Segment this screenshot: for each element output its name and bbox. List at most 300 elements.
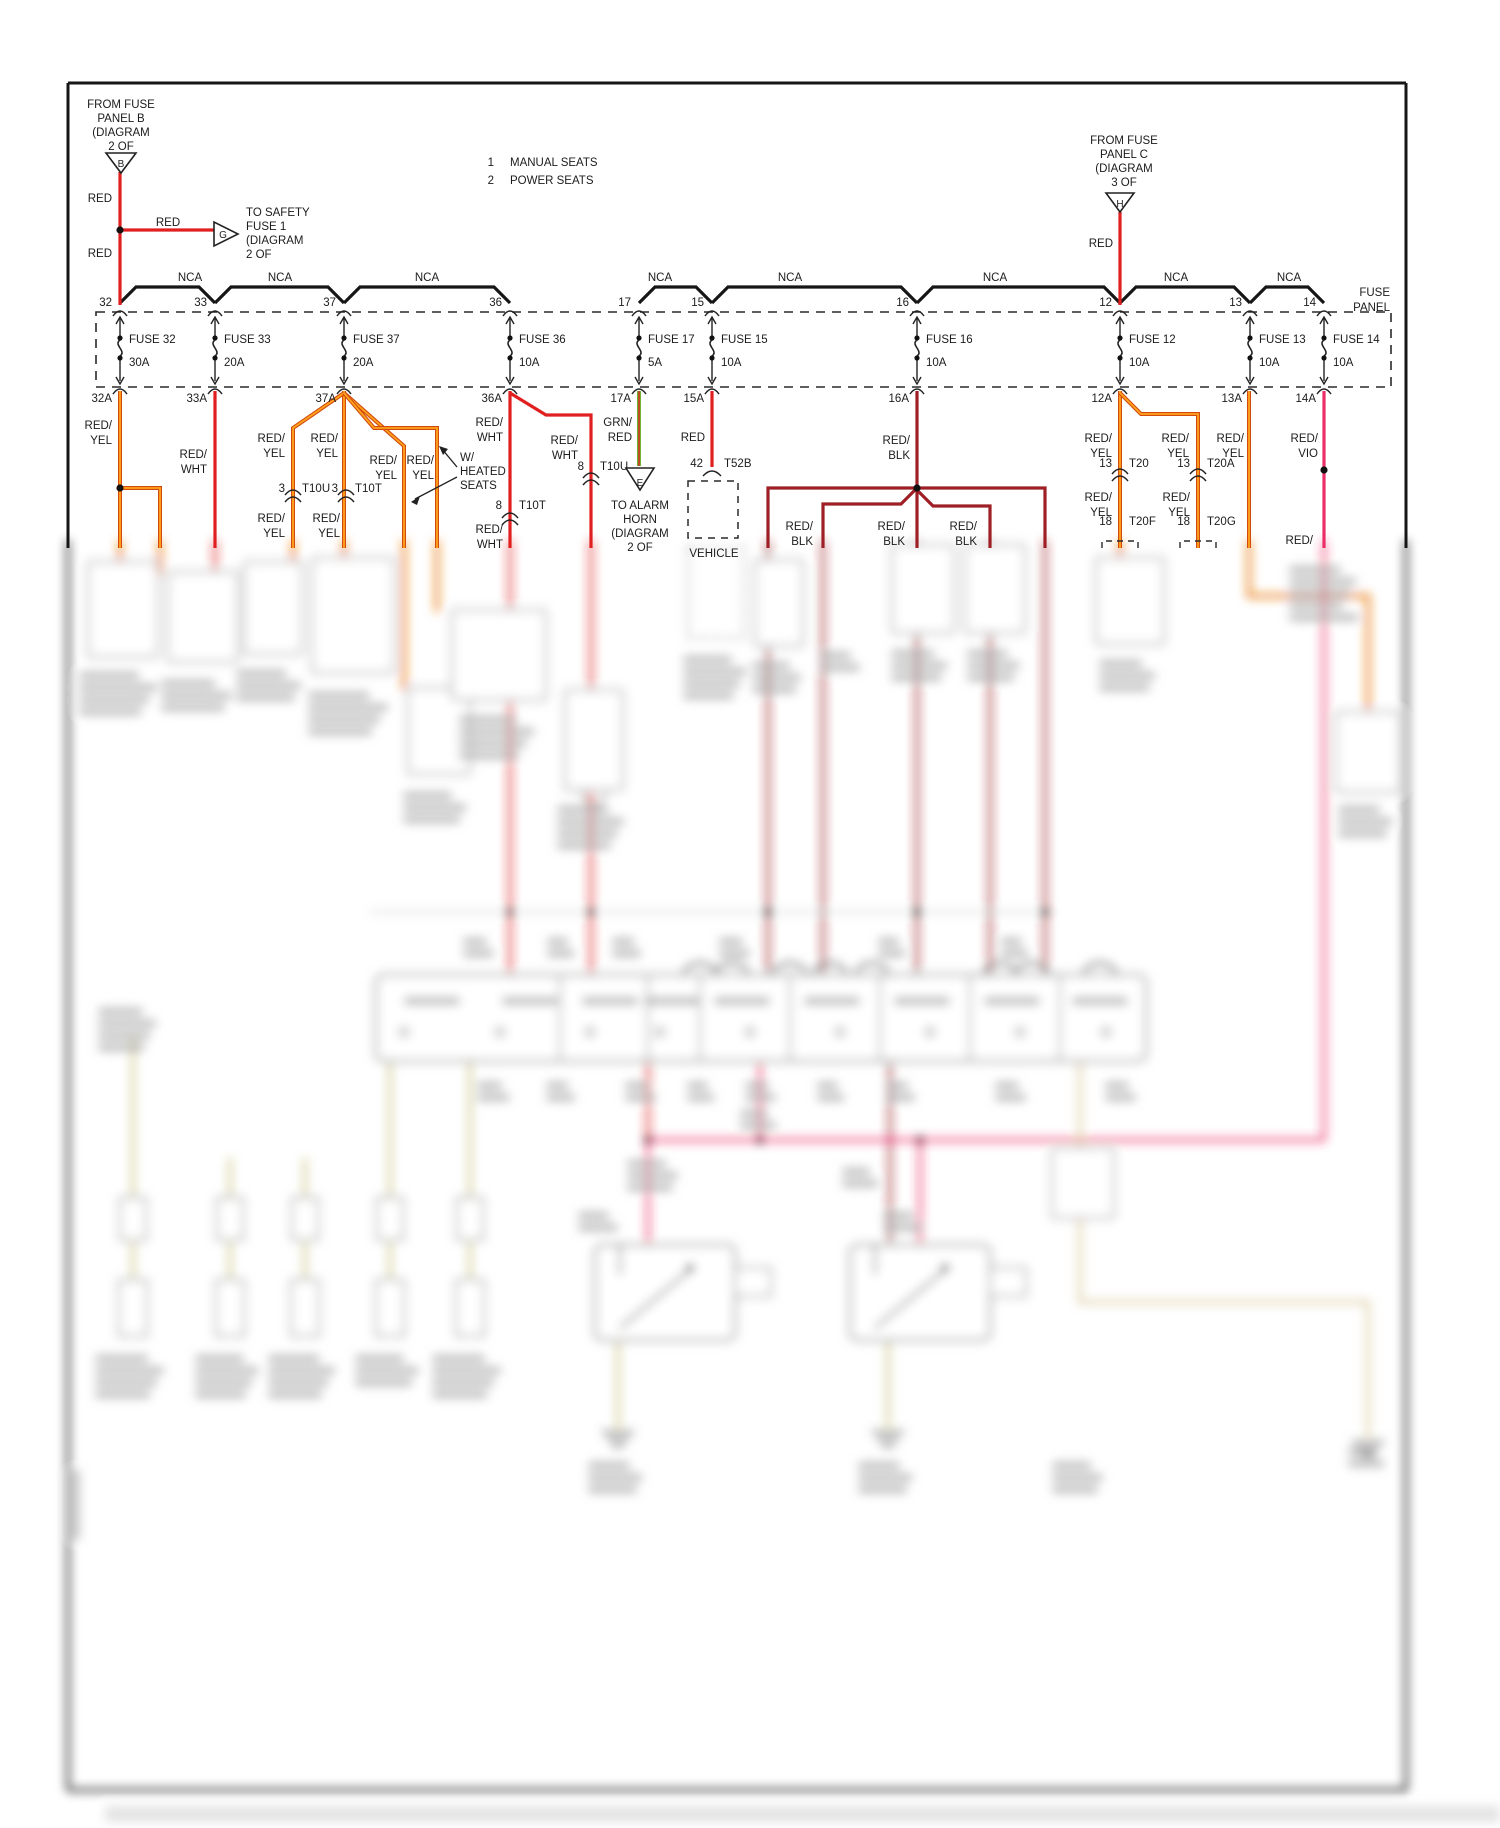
fuse-name: FUSE 17	[648, 334, 695, 346]
fuse-terminal	[341, 355, 346, 360]
dest-e-line4: 2 OF	[627, 542, 653, 554]
nca-bus-segment	[917, 287, 1120, 303]
bus-label-nca: NCA	[177, 272, 203, 284]
connector-name: T20F	[1129, 516, 1156, 528]
blurred-text	[547, 950, 574, 957]
blurred-component	[216, 1280, 244, 1336]
relay-tab	[990, 1268, 1026, 1296]
wire-label-red: RED	[155, 217, 181, 229]
blurred-text	[1338, 806, 1380, 813]
wire-dk	[917, 490, 990, 548]
fuse-terminal	[709, 335, 714, 340]
module-connector-hump	[1084, 963, 1116, 975]
fuse-panel-box	[96, 312, 1391, 387]
blurred-text	[627, 1184, 673, 1191]
blurred-text	[625, 1082, 649, 1089]
blurred-text	[458, 716, 517, 723]
dest-g-line1: TO SAFETY	[246, 207, 310, 219]
node-out: 17A	[610, 393, 631, 405]
blurred-text	[995, 1082, 1019, 1089]
wire-ry	[120, 488, 160, 548]
relay-contact	[941, 1264, 949, 1272]
blurred-text	[804, 997, 860, 1005]
blurred-text	[588, 1462, 630, 1469]
src-b-letter: B	[117, 159, 125, 170]
fuse-name: FUSE 36	[519, 334, 566, 346]
blurred-relay	[850, 1245, 990, 1340]
note-heated-2: HEATED	[460, 466, 506, 478]
wire-label: RED/	[550, 435, 578, 447]
fuse-terminal	[636, 335, 641, 340]
module-connector-hump	[684, 963, 716, 975]
module-connector-hump	[856, 963, 888, 975]
blurred-text	[98, 1020, 156, 1027]
junction-dot	[506, 908, 514, 916]
page-bottom-shadow	[105, 1806, 1500, 1822]
fuse-element	[508, 340, 512, 356]
fuse-element	[1118, 340, 1122, 356]
blurred-text	[236, 694, 295, 701]
wire-label: RED/	[1216, 433, 1244, 445]
connector-pin: 8	[577, 461, 584, 473]
node-num: 16	[896, 297, 909, 309]
fuse-terminal	[1321, 355, 1326, 360]
blurred-component	[965, 545, 1025, 633]
wire-label: WHT	[551, 450, 578, 462]
junction-dot	[756, 1136, 764, 1144]
wire-label: RED/	[1285, 535, 1313, 547]
bus-label-nca: NCA	[982, 272, 1008, 284]
fuse-name: FUSE 37	[353, 334, 400, 346]
fuse-rating: 10A	[926, 357, 947, 369]
wire-label: RED/	[310, 433, 338, 445]
fuse-panel-label-1: FUSE	[1359, 287, 1390, 299]
inline-connector	[703, 471, 721, 476]
blurred-text	[891, 650, 934, 657]
fuse-element	[213, 340, 217, 356]
fuse-panel-label-2: PANEL	[1353, 302, 1390, 314]
blurred-text	[161, 704, 225, 711]
blurred-text	[1052, 1474, 1103, 1481]
blurred-text	[557, 830, 618, 837]
blurred-component	[88, 562, 158, 657]
note-arrowhead	[411, 496, 420, 505]
wire-label-red: RED	[1088, 238, 1113, 250]
wire-label: RED/	[257, 513, 285, 525]
blurred-text	[79, 696, 150, 703]
blurred-component	[376, 1280, 404, 1336]
blurred-text	[1072, 997, 1128, 1005]
fuse-element	[710, 340, 714, 356]
fuse-name: FUSE 13	[1259, 334, 1306, 346]
blurred-text	[683, 680, 740, 687]
wire-dk	[917, 488, 1045, 548]
blurred-text	[79, 684, 157, 691]
fuse-name: FUSE 14	[1333, 334, 1380, 346]
wire-label: YEL	[375, 470, 397, 482]
blurred-text	[463, 950, 494, 957]
blurred-text	[98, 1008, 143, 1015]
blurred-text	[403, 804, 467, 811]
connector-name: T52B	[724, 458, 752, 470]
fuse-terminal	[914, 355, 919, 360]
fuse-rating: 10A	[1333, 357, 1354, 369]
blurred-text	[752, 686, 796, 693]
relay-contact	[686, 1264, 694, 1272]
nca-bus-segment	[712, 287, 917, 303]
blurred-component	[217, 1198, 243, 1240]
node-out: 36A	[481, 393, 502, 405]
blurred-text	[995, 1094, 1026, 1101]
bus-label-nca: NCA	[647, 272, 673, 284]
blurred-text	[817, 1094, 844, 1101]
src-b-line2: PANEL B	[97, 113, 145, 125]
wire-label: RED/	[84, 420, 112, 432]
node-out: 13A	[1221, 393, 1242, 405]
wire-label-red: RED	[87, 193, 112, 205]
connector-name: T10U	[600, 461, 629, 473]
blurred-text	[268, 1367, 335, 1374]
blurred-text	[268, 1391, 322, 1398]
blurred-text	[687, 1082, 708, 1089]
connector-pin: 3	[278, 483, 285, 495]
fuse-terminal	[212, 355, 217, 360]
blurred-text	[432, 1367, 501, 1374]
blurred-text	[1289, 590, 1350, 597]
connector-pin: 18	[1099, 516, 1112, 528]
blurred-text	[683, 692, 734, 699]
junction-dot	[587, 908, 595, 916]
blurred-text	[308, 716, 380, 723]
bus-label-nca: NCA	[777, 272, 803, 284]
node-num: 15	[691, 297, 704, 309]
junction-dot	[116, 226, 123, 233]
blurred-text	[432, 1355, 485, 1362]
src-h-line2: PANEL C	[1100, 149, 1148, 161]
blurred-text	[984, 997, 1040, 1005]
blurred-text	[403, 816, 460, 823]
blurred-text	[95, 1355, 148, 1362]
wire-label: RED/	[882, 435, 910, 447]
blurred-text	[817, 1082, 838, 1089]
module-connector-hump	[774, 963, 806, 975]
bus-label-nca: NCA	[414, 272, 440, 284]
wire-label: VIO	[1298, 448, 1318, 460]
blurred-text	[858, 1486, 907, 1493]
fuse-terminal	[117, 355, 122, 360]
wire-label: YEL	[1090, 448, 1112, 460]
vehicle-box-label: VEHICLE	[689, 548, 739, 560]
fuse-rating: 30A	[129, 357, 150, 369]
blurred-text	[967, 650, 1008, 657]
blurred-text	[1001, 938, 1022, 945]
blurred-text	[79, 708, 142, 715]
relay-tab	[735, 1268, 771, 1296]
fuse-rating: 10A	[1259, 357, 1280, 369]
wire-label: RED/	[406, 455, 434, 467]
blurred-component	[1052, 1148, 1114, 1218]
fuse-rating: 20A	[224, 357, 245, 369]
node-out: 16A	[888, 393, 909, 405]
connector-pin: 18	[1177, 516, 1190, 528]
node-num: 14	[1303, 297, 1316, 309]
blurred-component	[1096, 558, 1164, 644]
fuse-element	[1322, 340, 1326, 356]
junction-dot	[764, 908, 772, 916]
blurred-component	[120, 1198, 146, 1240]
node-out: 32A	[91, 393, 112, 405]
blurred-margin-text	[71, 1470, 80, 1540]
diagram-labels	[85, 99, 1391, 560]
blurred-text	[236, 670, 286, 677]
node-num: 13	[1229, 297, 1242, 309]
wire-label: YEL	[1090, 507, 1112, 519]
blurred-component	[892, 545, 954, 633]
blurred-text	[557, 818, 624, 825]
node-out: 37A	[315, 393, 336, 405]
blurred-text	[547, 938, 568, 945]
blurred-component	[377, 1198, 403, 1240]
blurred-text	[878, 950, 905, 957]
wire-label: RED/	[1084, 492, 1112, 504]
blurred-component	[312, 558, 394, 673]
blurred-text	[404, 997, 460, 1005]
blurred-text	[98, 1044, 145, 1051]
blurred-text	[627, 1172, 678, 1179]
blurred-text	[546, 1082, 568, 1089]
blurred-text	[458, 740, 527, 747]
dest-g-line2: FUSE 1	[246, 221, 287, 233]
connector-name: T10U	[302, 483, 331, 495]
blurred-component	[565, 690, 623, 790]
module-connector-hump	[814, 963, 846, 975]
blurred-text	[687, 1094, 714, 1101]
fuse-name: FUSE 32	[129, 334, 176, 346]
blurred-text	[582, 997, 638, 1005]
blurred-text	[546, 1094, 575, 1101]
blurred-text	[588, 1474, 643, 1481]
junction-dot	[916, 1136, 924, 1144]
fuse-name: FUSE 33	[224, 334, 271, 346]
dest-g-letter: G	[219, 230, 227, 241]
blurred-text	[308, 704, 388, 711]
blurred-text	[842, 1180, 878, 1187]
blurred-text	[578, 1212, 609, 1219]
blurred-text	[1099, 672, 1155, 679]
blurred-text	[403, 792, 452, 799]
blurred-text	[842, 1168, 870, 1175]
blurred-text	[578, 1224, 618, 1231]
src-h-line3: (DIAGRAM	[1095, 163, 1153, 175]
blurred-text	[195, 1355, 244, 1362]
fuse-terminal	[507, 335, 512, 340]
wire-label: RED/	[1162, 492, 1190, 504]
connector-name: T20G	[1207, 516, 1236, 528]
fuse-terminal	[1321, 335, 1326, 340]
fuse-rating: 5A	[648, 357, 663, 369]
blurred-text	[883, 1224, 923, 1231]
dest-e-line3: (DIAGRAM	[611, 528, 669, 540]
blurred-diagram-region	[68, 540, 1500, 1822]
wire-label-red: RED	[87, 248, 112, 260]
blurred-text	[752, 674, 801, 681]
wire-label: YEL	[263, 448, 285, 460]
connector-name: T10T	[519, 500, 546, 512]
blurred-text	[195, 1367, 259, 1374]
fuse-rating: 10A	[519, 357, 540, 369]
blurred-text	[894, 997, 950, 1005]
fuse-terminal	[1117, 355, 1122, 360]
blurred-text	[820, 664, 860, 671]
module-connector-hump	[1016, 963, 1048, 975]
blurred-text	[891, 662, 947, 669]
node-out: 14A	[1295, 393, 1316, 405]
src-b-line1: FROM FUSE	[87, 99, 155, 111]
wire-label: RED/	[1290, 433, 1318, 445]
blurred-text	[195, 1391, 246, 1398]
blurred-text	[355, 1367, 419, 1374]
bus-label-nca: NCA	[267, 272, 293, 284]
src-h-letter: H	[1116, 199, 1124, 210]
blurred-text	[625, 1094, 656, 1101]
wire-label: BLK	[791, 536, 813, 548]
blurred-text	[714, 997, 770, 1005]
connector-name: T10T	[355, 483, 382, 495]
junction-dot	[116, 484, 123, 491]
legend-1-label: MANUAL SEATS	[510, 157, 598, 169]
wire-label: BLK	[883, 536, 905, 548]
blurred-component	[244, 562, 302, 654]
blurred-component	[119, 1280, 147, 1336]
node-out: 33A	[186, 393, 207, 405]
blurred-text	[1348, 1460, 1384, 1467]
dest-e-line1: TO ALARM	[611, 500, 669, 512]
blurred-text	[740, 1122, 776, 1129]
blurred-text	[683, 668, 747, 675]
fuse-terminal	[1247, 355, 1252, 360]
blurred-text	[752, 662, 790, 669]
fuse-name: FUSE 15	[721, 334, 768, 346]
blurred-text	[612, 938, 634, 945]
legend-2-num: 2	[487, 175, 494, 187]
wire-label: RED/	[179, 449, 207, 461]
blurred-text	[268, 1379, 329, 1386]
connector-pin: 42	[690, 458, 703, 470]
wire-label: BLK	[888, 450, 910, 462]
connector-name: T20	[1129, 458, 1149, 470]
blurred-text	[858, 1462, 900, 1469]
vehicle-module-box	[688, 481, 738, 538]
blurred-text	[477, 1082, 502, 1089]
blurred-text	[1289, 602, 1343, 609]
blurred-text	[719, 938, 743, 945]
wire-label: RED/	[785, 521, 813, 533]
blurred-text	[1001, 950, 1028, 957]
nca-bus-segment	[344, 287, 510, 303]
fuse-name: FUSE 12	[1129, 334, 1176, 346]
blurred-module-row	[376, 975, 1146, 1061]
src-h-line1: FROM FUSE	[1090, 135, 1158, 147]
junction-dot	[1320, 466, 1327, 473]
connector-name: T20A	[1207, 458, 1235, 470]
fuse-terminal	[636, 355, 641, 360]
blurred-text	[308, 692, 370, 699]
blurred-text	[195, 1379, 252, 1386]
blurred-text	[1105, 1082, 1129, 1089]
fuse-name: FUSE 16	[926, 334, 973, 346]
node-num: 32	[99, 297, 112, 309]
blurred-text	[463, 938, 487, 945]
dest-g-line3: (DIAGRAM	[246, 235, 304, 247]
fuse-terminal	[212, 335, 217, 340]
blurred-text	[1338, 818, 1393, 825]
blurred-text	[236, 682, 302, 689]
blurred-text	[967, 674, 1015, 681]
node-out: 12A	[1091, 393, 1112, 405]
src-b-line3: (DIAGRAM	[92, 127, 150, 139]
wire-label: GRN/	[603, 417, 632, 429]
blurred-text	[1338, 830, 1387, 837]
blurred-text	[98, 1032, 150, 1039]
blurred-text	[1289, 578, 1356, 585]
blurred-text	[477, 1094, 510, 1101]
legend-1-num: 1	[487, 157, 494, 169]
blurred-text	[745, 1082, 769, 1089]
wire-label: RED	[680, 432, 705, 444]
blurred-text	[1289, 614, 1359, 621]
blurred-text	[161, 680, 216, 687]
fuse-terminal	[341, 335, 346, 340]
wire-label: RED/	[1084, 433, 1112, 445]
blurred-text	[1289, 566, 1341, 573]
junction-dot	[913, 484, 920, 491]
wire-label: RED/	[1161, 433, 1189, 445]
dest-g-line4: 2 OF	[246, 249, 272, 261]
note-heated-3: SEATS	[460, 480, 497, 492]
blurred-text	[355, 1379, 412, 1386]
legend-2-label: POWER SEATS	[510, 175, 594, 187]
blurred-text	[458, 728, 534, 735]
wire-label: YEL	[90, 435, 112, 447]
node-num: 36	[489, 297, 502, 309]
blurred-text	[79, 672, 139, 679]
junction-dot	[913, 908, 921, 916]
connector-pin: 3	[331, 483, 338, 495]
connector-pin: 13	[1177, 458, 1190, 470]
blurred-text	[719, 950, 750, 957]
fuse-panel-section	[68, 83, 1406, 548]
blurred-text	[820, 652, 851, 659]
wire-label: YEL	[1167, 448, 1189, 460]
dest-e-letter: E	[636, 478, 644, 489]
wire-label: YEL	[1222, 448, 1244, 460]
fuse-rating: 20A	[353, 357, 374, 369]
blurred-text	[557, 806, 609, 813]
wire-ry	[120, 488, 160, 548]
wire-label: RED/	[949, 521, 977, 533]
note-heated-1: W/	[460, 452, 475, 464]
blurred-text	[95, 1367, 164, 1374]
node-num: 37	[323, 297, 336, 309]
blurred-text	[612, 950, 641, 957]
blurred-component	[456, 1280, 484, 1336]
blurred-component	[168, 572, 238, 662]
fuse-terminal	[1247, 335, 1252, 340]
blurred-component	[292, 1198, 318, 1240]
wire-tn	[1080, 1218, 1368, 1438]
wire-label: WHT	[180, 464, 207, 476]
blurred-component	[755, 560, 803, 646]
